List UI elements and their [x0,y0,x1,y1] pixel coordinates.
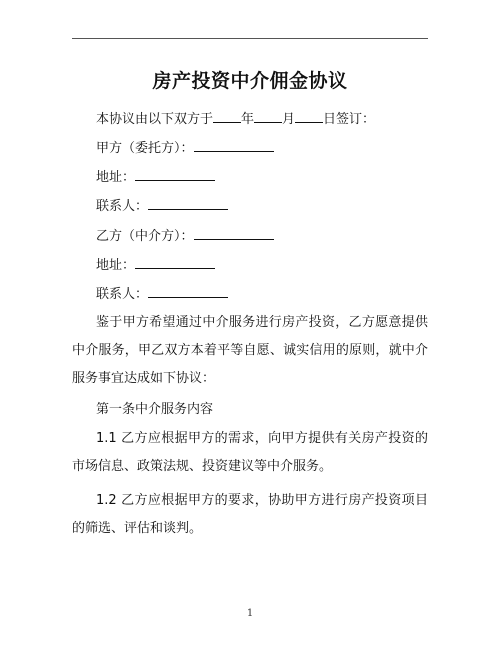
document-title: 房产投资中介佣金协议 [152,70,348,92]
party-a-address-line [96,168,215,186]
party-a-contact-blank[interactable] [148,197,228,210]
page-number: 1 [246,608,254,619]
party-b-line [96,227,274,245]
party-a-contact-line [96,197,228,215]
clause-1-1: 1.1 乙方应根据甲方的需求，向甲方提供有关房产投资的市场信息、政策法规、投资建议等中介服务。 [72,431,428,474]
day-suffix: 日签订： [323,112,376,127]
header-rule [72,38,428,39]
party-b-address-label: 地址： [96,258,136,273]
article-1-heading: 第一条中介服务内容 [96,402,214,417]
intro-line [96,110,375,128]
party-b-label: 乙方（中介方）： [96,229,194,244]
party-a-address-blank[interactable] [135,168,215,181]
party-b-address-line [96,256,215,274]
preamble-paragraph: 鉴于甲方希望通过中介服务进行房产投资，乙方愿意提供中介服务，甲乙双方本着平等自愿、诚实信用的原则，就中介服务事宜达成如下协议： [72,315,428,386]
party-b-contact-line [96,285,228,303]
month-blank[interactable] [254,110,282,123]
party-b-address-blank[interactable] [135,256,215,269]
party-a-line [96,139,274,157]
year-blank[interactable] [213,110,241,123]
party-a-contact-label: 联系人： [96,199,149,214]
party-a-address-label: 地址： [96,170,136,185]
party-a-label: 甲方（委托方）： [96,141,194,156]
party-b-contact-label: 联系人： [96,287,149,302]
intro-prefix: 本协议由以下双方于 [96,112,214,127]
month-label: 月 [282,112,296,127]
clause-1-2: 1.2 乙方应根据甲方的要求，协助甲方进行房产投资项目的筛选、评估和谈判。 [72,493,428,536]
day-blank[interactable] [295,110,323,123]
party-b-contact-blank[interactable] [148,285,228,298]
party-a-blank[interactable] [194,139,274,152]
party-b-blank[interactable] [194,227,274,240]
year-label: 年 [241,112,255,127]
